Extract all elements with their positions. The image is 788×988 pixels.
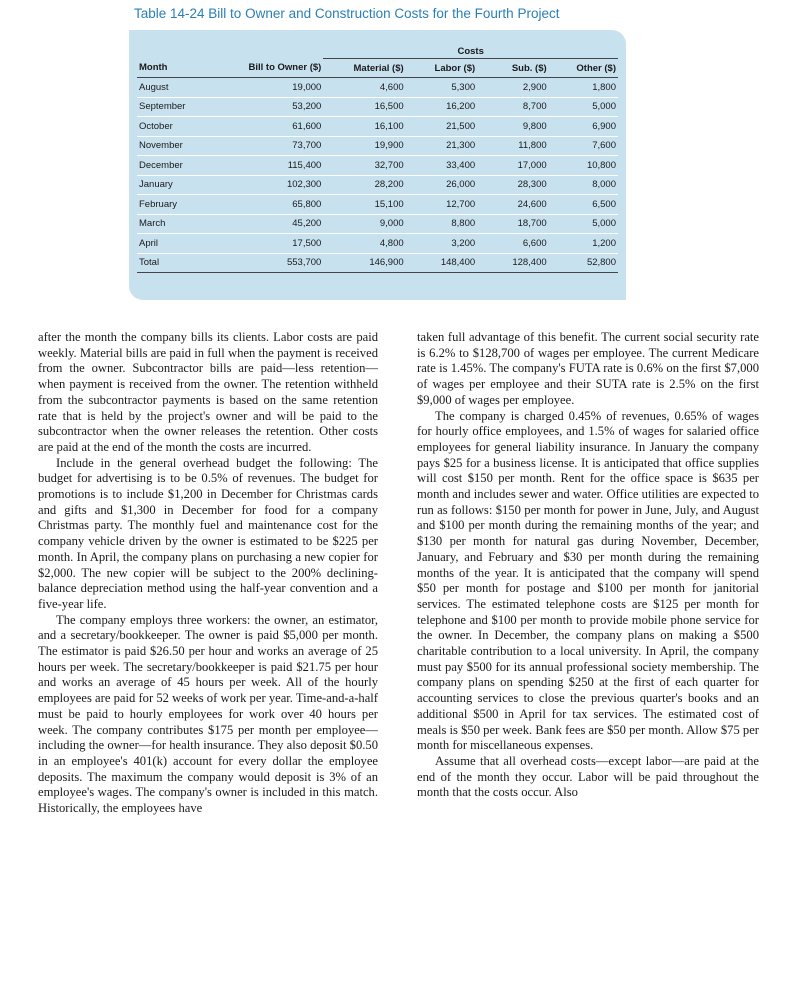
value-cell: 28,300 xyxy=(477,175,549,195)
value-cell: 15,100 xyxy=(323,195,405,215)
table-header-row xyxy=(137,59,618,78)
value-cell: 65,800 xyxy=(219,195,323,215)
month-cell: September xyxy=(137,97,219,117)
table-row xyxy=(137,175,618,195)
column-header: Labor ($) xyxy=(406,59,478,78)
table-row xyxy=(137,214,618,234)
paragraph: The company is charged 0.45% of revenues, 0.65% of wages for hourly office employees, and 1.5% of wages for salaried office employees for general liability insurance. In January the company pays $25 for a business license. It is anticipated that office supplies will cost $150 per month. Rent for the office space is $635 per month and includes sewer and water. Office utilities are expected to run as follows: $150 per month for power in June, July, and August and $100 per month during the remaining months of the year; and $130 per month for natural gas during November, December, January, and February and $30 per month during the remaining months of the year. It is anticipated that the company will spend $50 per month for postage and $100 per month for janitorial services. The estimated telephone costs are $125 per month for telephone and $100 per month to provide mobile phone service for the owner. In December, the company plans on making a $500 charitable contribution to a local university. In April, the company must pay $500 for its annual professional society membership. The company plans on spending $250 at the first of each quarter for accounting services to close the previous quarter's books and an additional $500 in April for tax services. The estimated cost of meals is $50 per week. Bank fees are $50 per month. Allow $75 per month for miscellaneous expenses. xyxy=(417,408,759,753)
table-row xyxy=(137,234,618,254)
table-row xyxy=(137,97,618,117)
month-cell: February xyxy=(137,195,219,215)
value-cell: 24,600 xyxy=(477,195,549,215)
value-cell: 5,300 xyxy=(406,78,478,98)
value-cell: 1,800 xyxy=(549,78,618,98)
value-cell: 3,200 xyxy=(406,234,478,254)
value-cell: 17,000 xyxy=(477,156,549,176)
right-text-column xyxy=(417,330,759,801)
value-cell: 16,100 xyxy=(323,117,405,137)
value-cell: 18,700 xyxy=(477,214,549,234)
value-cell: 52,800 xyxy=(549,253,618,273)
table-row xyxy=(137,156,618,176)
value-cell: 19,900 xyxy=(323,136,405,156)
value-cell: 16,200 xyxy=(406,97,478,117)
value-cell: 115,400 xyxy=(219,156,323,176)
paragraph: Assume that all overhead costs—except labor—are paid at the end of the month they occur. Labor will be paid throughout the month that the costs occur. Also xyxy=(417,753,759,800)
value-cell: 9,000 xyxy=(323,214,405,234)
value-cell: 73,700 xyxy=(219,136,323,156)
cost-table xyxy=(137,44,618,273)
value-cell: 19,000 xyxy=(219,78,323,98)
paragraph: The company employs three workers: the owner, an estimator, and a secretary/bookkeeper. The owner is paid $5,000 per month. The estimator is paid $26.50 per hour and works an average of 25 hours per week. The secretary/bookkeeper is paid $21.75 per hour and works an average of 45 hours per week. All of the hourly employees are paid for 52 weeks of work per year. Time-and-a-half must be paid to hourly employees for work over 40 hours per week. The company contributes $175 per month per employee—including the owner—for health insurance. They also deposit $0.50 in an employee's 401(k) account for every dollar the employee deposits. The maximum the company would deposit is 3% of an employee's wages. The company's owner is included in this match. Historically, the employees have xyxy=(38,612,378,816)
value-cell: 32,700 xyxy=(323,156,405,176)
value-cell: 16,500 xyxy=(323,97,405,117)
value-cell: 553,700 xyxy=(219,253,323,273)
value-cell: 1,200 xyxy=(549,234,618,254)
month-cell: December xyxy=(137,156,219,176)
value-cell: 8,800 xyxy=(406,214,478,234)
value-cell: 5,000 xyxy=(549,97,618,117)
value-cell: 11,800 xyxy=(477,136,549,156)
value-cell: 2,900 xyxy=(477,78,549,98)
column-header: Month xyxy=(137,59,219,78)
value-cell: 4,600 xyxy=(323,78,405,98)
value-cell: 4,800 xyxy=(323,234,405,254)
column-header: Sub. ($) xyxy=(477,59,549,78)
value-cell: 8,700 xyxy=(477,97,549,117)
value-cell: 102,300 xyxy=(219,175,323,195)
value-cell: 5,000 xyxy=(549,214,618,234)
value-cell: 6,500 xyxy=(549,195,618,215)
value-cell: 8,000 xyxy=(549,175,618,195)
value-cell: 53,200 xyxy=(219,97,323,117)
month-cell: November xyxy=(137,136,219,156)
value-cell: 148,400 xyxy=(406,253,478,273)
value-cell: 6,900 xyxy=(549,117,618,137)
column-header: Other ($) xyxy=(549,59,618,78)
value-cell: 61,600 xyxy=(219,117,323,137)
table-row xyxy=(137,117,618,137)
value-cell: 17,500 xyxy=(219,234,323,254)
month-cell: April xyxy=(137,234,219,254)
value-cell: 45,200 xyxy=(219,214,323,234)
value-cell: 26,000 xyxy=(406,175,478,195)
value-cell: 28,200 xyxy=(323,175,405,195)
column-header: Material ($) xyxy=(323,59,405,78)
table-total-row xyxy=(137,253,618,273)
paragraph: after the month the company bills its clients. Labor costs are paid weekly. Material bills are paid in full when the payment is received from the owner. Subcontractor bills are paid—less retention—when payment is received from the owner. The retention withheld from the subcontractor payments is based on the same retention rate that is held by the project's owner and will be paid to the subcontractor when the owner releases the retention. Other costs are paid at the end of the month the costs are incurred. xyxy=(38,330,378,454)
value-cell: 21,300 xyxy=(406,136,478,156)
column-header: Bill to Owner ($) xyxy=(219,59,323,78)
month-cell: October xyxy=(137,117,219,137)
value-cell: 7,600 xyxy=(549,136,618,156)
value-cell: 12,700 xyxy=(406,195,478,215)
table-row xyxy=(137,78,618,98)
costs-group-header: Costs xyxy=(323,44,618,59)
value-cell: 33,400 xyxy=(406,156,478,176)
value-cell: 128,400 xyxy=(477,253,549,273)
table-caption: Table 14-24 Bill to Owner and Construction Costs for the Fourth Project xyxy=(134,6,560,21)
value-cell: 10,800 xyxy=(549,156,618,176)
value-cell: 9,800 xyxy=(477,117,549,137)
value-cell: 21,500 xyxy=(406,117,478,137)
paragraph: taken full advantage of this benefit. The current social security rate is 6.2% to $128,700 of wages per employee. The current Medicare rate is 1.45%. The company's FUTA rate is 0.6% on the first $7,000 of wages per employee and their SUTA rate is 2.5% on the first $9,000 of wages per employee. xyxy=(417,330,759,407)
table-row xyxy=(137,195,618,215)
left-text-column xyxy=(38,330,378,817)
month-cell: March xyxy=(137,214,219,234)
cost-table-panel xyxy=(129,30,626,300)
paragraph: Include in the general overhead budget the following: The budget for advertising is to be 0.5% of revenues. The budget for promotions is to include $1,200 in December for Christmas cards and gifts and $1,300 in December for food for a company Christmas party. The monthly fuel and maintenance cost for the company vehicle driven by the owner is estimated to be $225 per month. In April, the company plans on purchasing a new copier for $2,000. The new copier will be subject to the 200% declining-balance depreciation method using the half-year convention and a five-year life. xyxy=(38,455,378,611)
value-cell: 146,900 xyxy=(323,253,405,273)
month-cell: January xyxy=(137,175,219,195)
month-cell: August xyxy=(137,78,219,98)
month-cell: Total xyxy=(137,253,219,273)
table-row xyxy=(137,136,618,156)
value-cell: 6,600 xyxy=(477,234,549,254)
